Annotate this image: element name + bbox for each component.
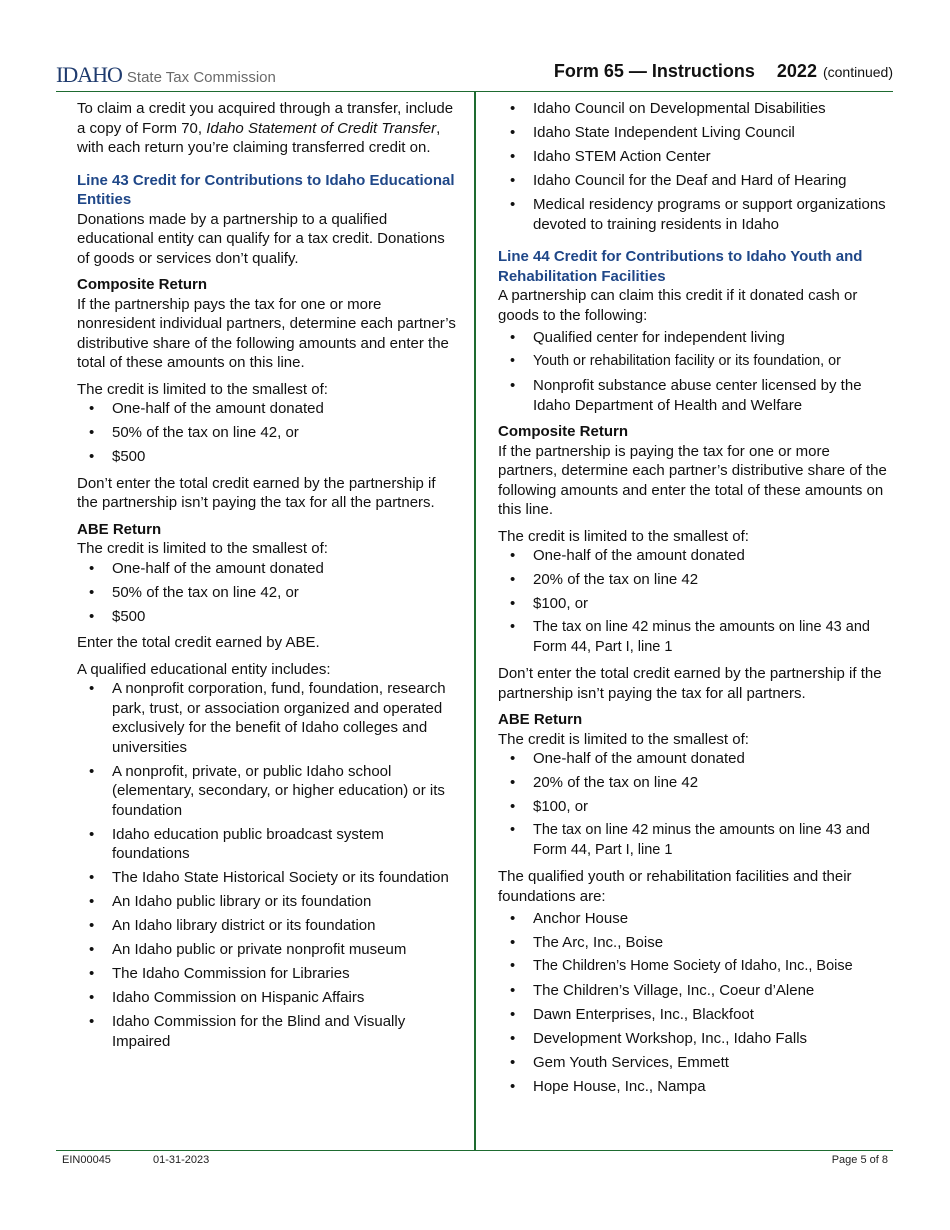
abe-enter: Enter the total credit earned by ABE. xyxy=(77,634,320,651)
list-item: • 20% of the tax on line 42 xyxy=(498,570,893,590)
list-item: • Gem Youth Services, Emmett xyxy=(498,1053,893,1073)
column-divider xyxy=(474,92,476,1150)
list-item: • Youth or rehabilitation facility or its foundation, or xyxy=(498,352,893,372)
list-item: • The tax on line 42 minus the amounts on line 43 and Form 44, Part I, line 1 xyxy=(498,821,893,860)
page-header xyxy=(56,60,893,90)
list-item: • The Children’s Village, Inc., Coeur d’Alene xyxy=(498,981,893,1001)
list-item: • The Idaho State Historical Society or its foundation xyxy=(77,868,457,888)
composite-paragraph-left: If the partnership pays the tax for one or more nonresident individual partners, determine each partner’s distributive share of the following amounts and enter the total of these amounts on this line. xyxy=(77,295,456,371)
line44-list xyxy=(498,328,893,415)
logo-mark: IDAHO xyxy=(56,62,122,87)
list-item: • Dawn Enterprises, Inc., Blackfoot xyxy=(498,1005,893,1025)
list-item: • The Children’s Home Society of Idaho, Inc., Boise xyxy=(498,957,893,977)
entity-intro: A qualified educational entity includes: xyxy=(77,660,331,678)
entity-list-continued xyxy=(498,99,893,234)
composite-limits-left xyxy=(77,399,457,467)
list-item: • Nonprofit substance abuse center licensed by the Idaho Department of Health and Welfare xyxy=(498,376,893,415)
form-title-block xyxy=(554,61,893,82)
list-item: • Medical residency programs or support organizations devoted to training residents in Idaho xyxy=(498,195,893,234)
list-item: • An Idaho library district or its foundation xyxy=(77,916,457,936)
list-item: • One-half of the amount donated xyxy=(498,546,893,566)
list-item: • $100, or xyxy=(498,594,893,614)
composite-limits-right xyxy=(498,546,893,657)
abe-limits-right xyxy=(498,749,893,860)
list-item: • One-half of the amount donated xyxy=(498,749,893,769)
list-item: • Development Workshop, Inc., Idaho Falls xyxy=(498,1029,893,1049)
form-code: EIN00045 xyxy=(62,1154,111,1166)
abe-limit-intro-right: The credit is limited to the smallest of: xyxy=(498,730,749,748)
line43-paragraph: Donations made by a partnership to a qualified educational entity can qualify for a tax credit. Donations of goods or services don’t qualify. xyxy=(77,210,445,267)
revision-date: 01-31-2023 xyxy=(153,1154,210,1166)
abe-heading-left: ABE Return xyxy=(77,520,162,538)
right-column xyxy=(498,99,893,1104)
list-item: • A nonprofit corporation, fund, foundation, research park, trust, or association organized and operated exclusively for the benefit of Idaho colleges and universities xyxy=(77,679,457,757)
list-item: • Idaho Council for the Deaf and Hard of Hearing xyxy=(498,171,893,191)
list-item: • Idaho Commission on Hispanic Affairs xyxy=(77,988,457,1008)
continued-label: (continued) xyxy=(822,64,893,80)
list-item: • Idaho Council on Developmental Disabilities xyxy=(498,99,893,119)
list-item: • $500 xyxy=(77,607,457,627)
list-item: • Idaho State Independent Living Council xyxy=(498,123,893,143)
composite-paragraph-right: If the partnership is paying the tax for one or more partners, determine each partner’s distributive share of the following amounts and enter the total of these amounts on this line. xyxy=(498,442,887,518)
list-item: • 50% of the tax on line 42, or xyxy=(77,583,457,603)
list-item: • The Idaho Commission for Libraries xyxy=(77,964,457,984)
abe-limit-intro-left: The credit is limited to the smallest of: xyxy=(77,540,328,557)
list-item: • A nonprofit, private, or public Idaho school (elementary, secondary, or higher education) or its foundation xyxy=(77,762,457,821)
list-item: • 20% of the tax on line 42 xyxy=(498,773,893,793)
limit-intro-right: The credit is limited to the smallest of: xyxy=(498,527,749,545)
list-item: • One-half of the amount donated xyxy=(77,559,457,579)
facilities-intro: The qualified youth or rehabilitation facilities and their foundations are: xyxy=(498,868,852,905)
form-title: Form 65 — Instructions xyxy=(553,61,755,81)
list-item: • Idaho education public broadcast system foundations xyxy=(77,825,457,864)
composite-heading-right: Composite Return xyxy=(498,423,629,440)
list-item: • One-half of the amount donated xyxy=(77,399,457,419)
list-item: • 50% of the tax on line 42, or xyxy=(77,423,457,443)
left-column xyxy=(77,99,457,1058)
logo-text: State Tax Commission xyxy=(126,69,276,86)
form70-title: Idaho Statement of Credit Transfer xyxy=(206,119,437,137)
transfer-paragraph: To claim a credit you acquired through a transfer, include a copy of Form 70, Idaho Statement of Credit Transfer, with each return you’re claiming transferred credit on. xyxy=(77,100,454,156)
line43-heading: Line 43 Credit for Contributions to Idaho Educational Entities xyxy=(77,171,455,208)
footer-rule xyxy=(56,1150,893,1151)
composite-note-right: Don’t enter the total credit earned by the partnership if the partnership isn’t paying the tax for all partners. xyxy=(498,665,882,702)
list-item: • An Idaho public or private nonprofit museum xyxy=(77,940,457,960)
list-item: • Hope House, Inc., Nampa xyxy=(498,1077,893,1097)
list-item: • The tax on line 42 minus the amounts on line 43 and Form 44, Part I, line 1 xyxy=(498,618,893,657)
list-item: • Idaho STEM Action Center xyxy=(498,147,893,167)
list-item: • Qualified center for independent living xyxy=(498,328,893,348)
line44-paragraph: A partnership can claim this credit if it donated cash or goods to the following: xyxy=(498,287,858,324)
form-year: 2022 xyxy=(776,61,817,81)
list-item: • $500 xyxy=(77,447,457,467)
facilities-list xyxy=(498,909,893,1097)
composite-heading-left: Composite Return xyxy=(77,276,208,293)
list-item: • An Idaho public library or its foundation xyxy=(77,892,457,912)
abe-limits-left xyxy=(77,559,457,627)
list-item: • The Arc, Inc., Boise xyxy=(498,933,893,953)
list-item: • Idaho Commission for the Blind and Visually Impaired xyxy=(77,1012,457,1051)
composite-note-left: Don’t enter the total credit earned by the partnership if the partnership isn’t paying the tax for all the partners. xyxy=(77,474,436,511)
idaho-logo xyxy=(56,62,276,88)
limit-intro-left: The credit is limited to the smallest of: xyxy=(77,380,328,398)
list-item: • $100, or xyxy=(498,797,893,817)
abe-heading-right: ABE Return xyxy=(498,711,583,728)
list-item: • Anchor House xyxy=(498,909,893,929)
entity-list xyxy=(77,679,457,1051)
page-number: Page 5 of 8 xyxy=(831,1154,888,1166)
line44-heading: Line 44 Credit for Contributions to Idaho Youth and Rehabilitation Facilities xyxy=(498,248,863,285)
